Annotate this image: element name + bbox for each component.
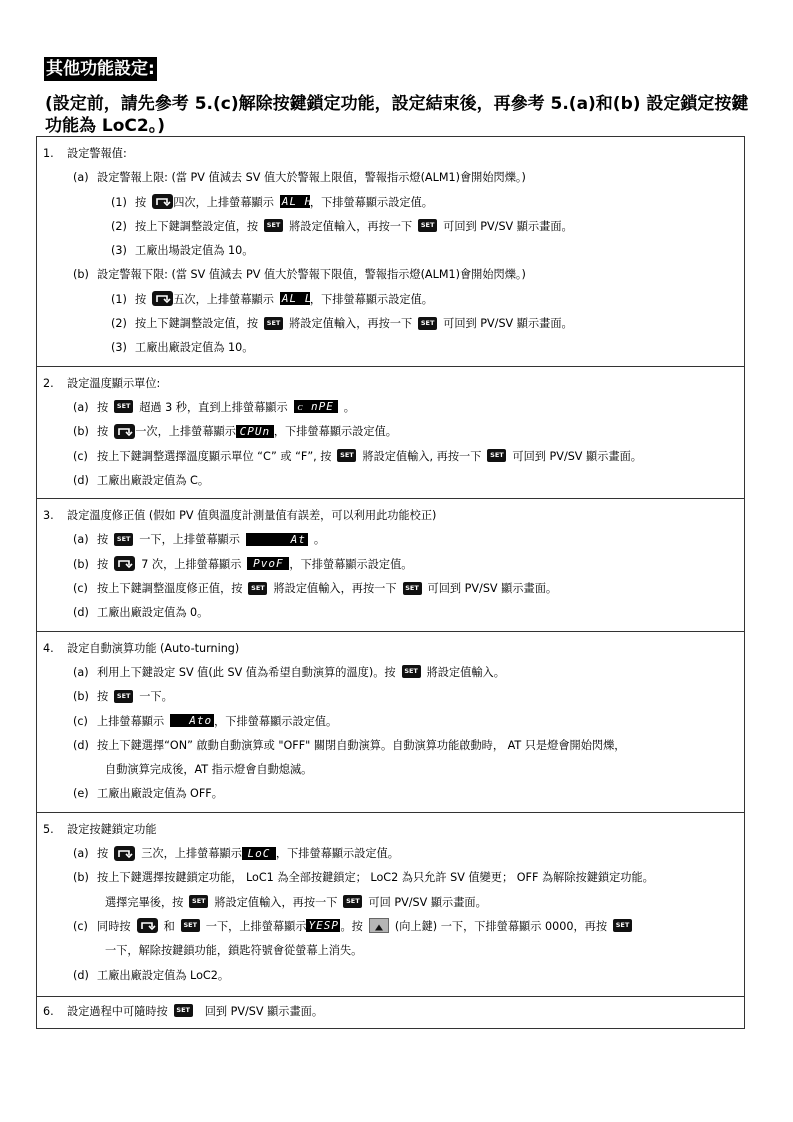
list-item: (a) 按 SET 一下，上排螢幕顯示 At 。 <box>73 532 326 547</box>
set-key-icon: SET <box>264 317 283 330</box>
cycle-key-icon <box>114 846 135 861</box>
cycle-key-icon <box>137 918 158 933</box>
list-item: (b) 按 7 次，上排螢幕顯示 PvoF ，下排螢幕顯示設定值。 <box>73 557 413 571</box>
section-5 <box>37 812 745 996</box>
list-item: (2) 按上下鍵調整設定值，按 SET 將設定值輸入，再按一下 SET 可回到 PV/SV 顯示畫面。 <box>111 219 573 233</box>
title-block <box>44 57 157 81</box>
list-item: (c) 按上下鍵調整溫度修正值，按 SET 將設定值輸入，再按一下 SET 可回到 PV/SV 顯示畫面。 <box>73 582 558 596</box>
list-item: (b) 按 SET 一下。 <box>73 690 173 704</box>
section-heading: 2. 設定溫度顯示單位: <box>43 376 161 390</box>
list-item: (c) 同時按 和 SET 一下，上排螢幕顯示 YESP 。按 (向上鍵) 一下，下排螢幕顯示 0000，再按 SET <box>43 915 740 939</box>
page-title: 其他功能設定: <box>46 59 155 79</box>
section-heading: 3. 設定溫度修正值 (假如 PV 值與溫度計測量值有誤差，可以利用此功能校正) <box>43 509 437 523</box>
section-heading: 6. 設定過程中可隨時按 SET 回到 PV/SV 顯示畫面。 <box>43 1004 324 1018</box>
list-item: (a) 設定警報上限: (當 PV 值減去 SV 值大於警報上限值，警報指示燈(ALM1)會開始閃爍。) <box>73 171 526 185</box>
list-item: (3) 工廠出場設定值為 10。 <box>111 244 254 258</box>
set-key-icon: SET <box>248 582 267 595</box>
set-key-icon: SET <box>114 690 133 703</box>
intro-text: (設定前，請先參考 5.(c)解除按鍵鎖定功能，設定結束後，再參考 5.(a)和(b) 設定鎖定按鍵功能為 LoC2。) <box>45 94 749 136</box>
set-key-icon: SET <box>337 449 356 462</box>
set-key-icon: SET <box>174 1004 193 1017</box>
set-key-icon: SET <box>264 219 283 232</box>
lcd-display: Ato <box>170 714 214 727</box>
list-item: (a) 按 SET 超過 3 秒，直到上排螢幕顯示 ᴄ nPE 。 <box>73 400 355 414</box>
lcd-display: ᴄ nPE <box>294 400 338 413</box>
lcd-display: PvoF <box>247 557 289 570</box>
settings-table <box>36 136 745 1029</box>
set-key-icon: SET <box>613 919 632 932</box>
section-heading: 4. 設定自動演算功能 (Auto-turning) <box>43 641 240 655</box>
list-item: (1) 按 四次，上排螢幕顯示 AL H，下排螢幕顯示設定值。 <box>111 195 433 209</box>
section-2 <box>37 366 745 498</box>
list-item: (a) 按 三次，上排螢幕顯示 LoC ，下排螢幕顯示設定值。 <box>73 846 399 861</box>
list-item: (e) 工廠出廠設定值為 OFF。 <box>73 787 223 801</box>
set-key-icon: SET <box>418 219 437 232</box>
cycle-key-icon <box>114 424 135 439</box>
set-key-icon: SET <box>402 665 421 678</box>
list-item: (3) 工廠出廠設定值為 10。 <box>111 341 254 355</box>
lcd-display: YESP <box>308 919 339 933</box>
list-item: (d) 工廠出廠設定值為 C。 <box>73 473 210 487</box>
cycle-key-icon <box>152 194 173 209</box>
list-item-continuation: 選擇完畢後，按 SET 將設定值輸入，再按一下 SET 可回 PV/SV 顯示畫面。 <box>105 895 487 909</box>
set-key-icon: SET <box>487 449 506 462</box>
lcd-display: At <box>246 533 308 546</box>
section-3 <box>37 499 745 631</box>
list-item: (b) 設定警報下限: (當 SV 值減去 PV 值大於警報下限值，警報指示燈(ALM1)會開始閃爍。) <box>73 268 526 282</box>
list-item: (a) 利用上下鍵設定 SV 值(此 SV 值為希望自動演算的溫度)。按 SET 將設定值輸入。 <box>73 665 505 679</box>
lcd-display: AL H <box>281 195 313 209</box>
section-6 <box>37 996 745 1028</box>
set-key-icon: SET <box>403 582 422 595</box>
section-1 <box>37 137 745 367</box>
up-arrow-key-icon <box>369 918 389 933</box>
list-item: (b) 按上下鍵選擇按鍵鎖定功能， LoC1 為全部按鍵鎖定； LoC2 為只允許 SV 值變更； OFF 為解除按鍵鎖定功能。 <box>73 871 654 885</box>
cycle-key-icon <box>114 556 135 571</box>
section-heading: 5. 設定按鍵鎖定功能 <box>43 822 157 836</box>
set-key-icon: SET <box>181 919 200 932</box>
set-key-icon: SET <box>114 533 133 546</box>
set-key-icon: SET <box>114 400 133 413</box>
lcd-display: CPUn <box>236 425 274 438</box>
lcd-display: LoC <box>242 847 276 860</box>
list-item: (1) 按 五次，上排螢幕顯示 AL L，下排螢幕顯示設定值。 <box>111 292 433 306</box>
list-item: (2) 按上下鍵調整設定值，按 SET 將設定值輸入，再按一下 SET 可回到 PV/SV 顯示畫面。 <box>111 317 573 331</box>
list-item: (c) 按上下鍵調整選擇溫度顯示單位 “C” 或 “F”, 按 SET 將設定值輸入, 再按一下 SET 可回到 PV/SV 顯示畫面。 <box>73 449 642 463</box>
list-item: (d) 工廠出廠設定值為 LoC2。 <box>73 968 230 982</box>
lcd-display: AL L <box>281 292 313 306</box>
list-item: (d) 工廠出廠設定值為 0。 <box>73 606 209 620</box>
cycle-key-icon <box>152 291 173 306</box>
set-key-icon: SET <box>418 317 437 330</box>
section-heading: 1. 設定警報值: <box>43 147 127 160</box>
set-key-icon: SET <box>343 895 362 908</box>
list-item: (d) 按上下鍵選擇“ON” 啟動自動演算或 "OFF" 關閉自動演算。自動演算功能啟動時， AT 只是燈會開始閃爍， <box>73 738 626 752</box>
list-item-continuation: 自動演算完成後，AT 指示燈會自動熄滅。 <box>105 763 313 777</box>
list-item-continuation: 一下，解除按鍵鎖功能，鎖匙符號會從螢幕上消失。 <box>105 944 363 958</box>
section-4 <box>37 631 745 812</box>
list-item: (c) 上排螢幕顯示 Ato ，下排螢幕顯示設定值。 <box>73 714 338 728</box>
set-key-icon: SET <box>189 895 208 908</box>
list-item: (b) 按 一次，上排螢幕顯示 CPUn ，下排螢幕顯示設定值。 <box>73 424 397 439</box>
